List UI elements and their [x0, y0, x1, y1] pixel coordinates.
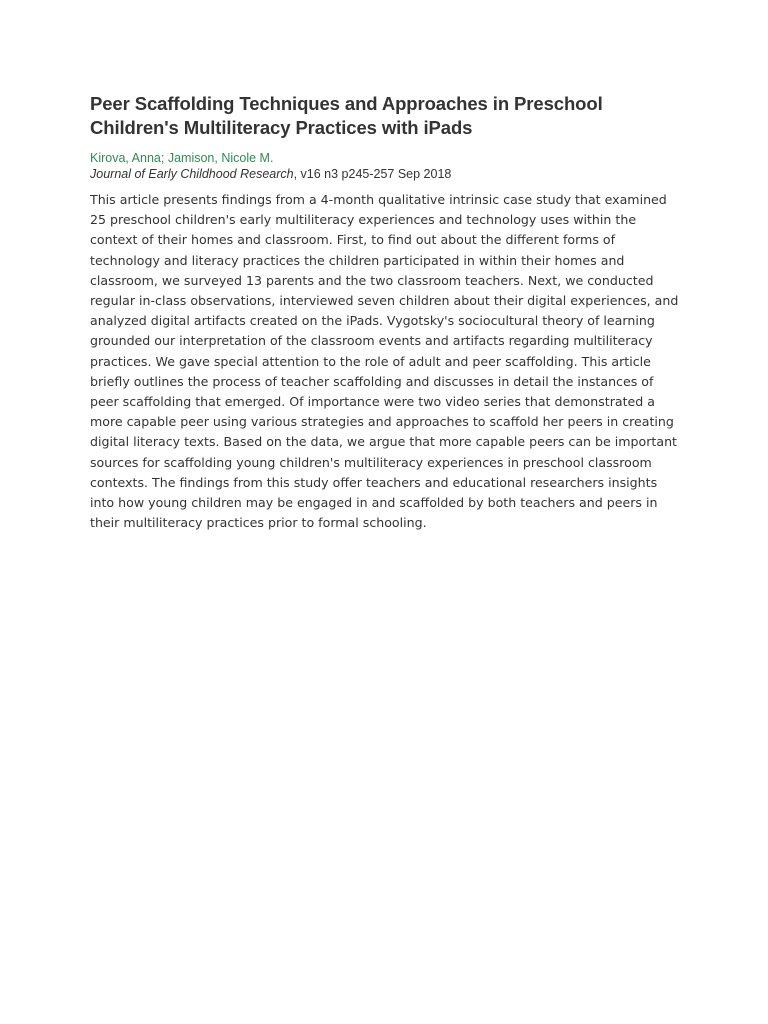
citation-line	[90, 166, 680, 182]
abstract-text: This article presents findings from a 4-month qualitative intrinsic case study that examined 25 preschool children's early multiliteracy experiences and technology uses within the context of their homes and classroom. First, to find out about the different forms of technology and literacy practices the children participated in within their homes and classroom, we surveyed 13 parents and the two classroom teachers. Next, we conducted regular in-class observations, interviewed seven children about their digital experiences, and analyzed digital artifacts created on the iPads. Vygotsky's sociocultural theory of learning grounded our interpretation of the classroom events and artifacts regarding multiliteracy practices. We gave special attention to the role of adult and peer scaffolding. This article briefly outlines the process of teacher scaffolding and discusses in detail the instances of peer scaffolding that emerged. Of importance were two video series that demonstrated a more capable peer using various strategies and approaches to scaffold her peers in creating digital literacy texts. Based on the data, we argue that more capable peers can be important sources for scaffolding young children's multiliteracy experiences in preschool classroom contexts. The findings from this study offer teachers and educational researchers insights into how young children may be engaged in and scaffolded by both teachers and peers in their multiliteracy practices prior to formal schooling.	[90, 192, 679, 531]
author-list	[90, 150, 680, 166]
journal-name: Journal of Early Childhood Research	[90, 167, 294, 181]
author-separator: ;	[160, 151, 168, 165]
article-title-link[interactable]: Peer Scaffolding Techniques and Approaches in Preschool Children's Multiliteracy Practices with iPads	[90, 93, 603, 138]
citation-details: , v16 n3 p245-257 Sep 2018	[293, 167, 452, 181]
search-result-record	[90, 92, 680, 533]
author-link[interactable]: Kirova, Anna	[90, 151, 161, 165]
author-link[interactable]: Jamison, Nicole M.	[167, 151, 274, 165]
